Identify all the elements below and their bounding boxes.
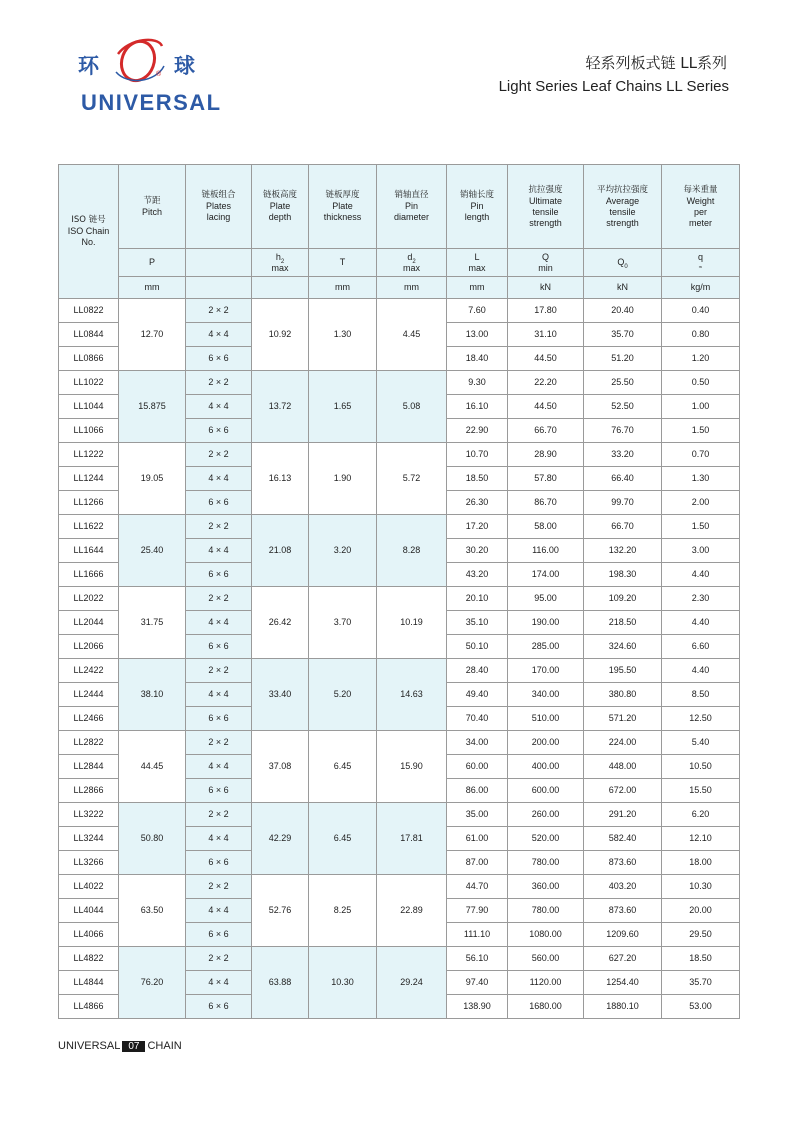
cell-average-strength: 403.20 (584, 875, 662, 899)
cell-lacing: 6 × 6 (186, 491, 252, 515)
cell-plate-thickness: 3.70 (309, 587, 377, 659)
cell-chain-no: LL2066 (59, 635, 119, 659)
cell-lacing: 6 × 6 (186, 923, 252, 947)
cell-pin-diameter: 5.08 (377, 371, 447, 443)
unit-row (59, 277, 740, 299)
cell-chain-no: LL4044 (59, 899, 119, 923)
cell-ultimate-strength: 600.00 (508, 779, 584, 803)
cell-weight: 8.50 (662, 683, 740, 707)
col-plates-lacing: 链板组合 Plates lacing (186, 165, 252, 249)
cell-pitch: 38.10 (119, 659, 186, 731)
unit-average: kN (584, 277, 662, 299)
footer-brand: UNIVERSAL (58, 1040, 121, 1052)
cell-plate-depth: 16.13 (252, 443, 309, 515)
cell-pin-length: 70.40 (447, 707, 508, 731)
table-row (59, 803, 740, 827)
cell-ultimate-strength: 1680.00 (508, 995, 584, 1019)
cell-chain-no: LL1222 (59, 443, 119, 467)
cell-chain-no: LL2822 (59, 731, 119, 755)
cell-weight: 6.60 (662, 635, 740, 659)
cell-chain-no: LL1266 (59, 491, 119, 515)
cell-pin-diameter: 15.90 (377, 731, 447, 803)
cell-ultimate-strength: 174.00 (508, 563, 584, 587)
cell-ultimate-strength: 360.00 (508, 875, 584, 899)
cell-plate-depth: 26.42 (252, 587, 309, 659)
table-row (59, 731, 740, 755)
cell-weight: 4.40 (662, 563, 740, 587)
page-title-cn: 轻系列板式链 LL系列 (585, 54, 727, 72)
cell-chain-no: LL2022 (59, 587, 119, 611)
cell-pin-length: 138.90 (447, 995, 508, 1019)
cell-chain-no: LL4066 (59, 923, 119, 947)
cell-average-strength: 33.20 (584, 443, 662, 467)
cell-chain-no: LL1622 (59, 515, 119, 539)
table-row (59, 443, 740, 467)
leaf-chain-spec-table (58, 164, 740, 1019)
col-iso-chain-no: ISO 链号 ISO Chain No. (59, 165, 119, 299)
symbol-row (59, 249, 740, 277)
logo-brand-text: UNIVERSAL (81, 90, 222, 115)
cell-ultimate-strength: 400.00 (508, 755, 584, 779)
cell-average-strength: 25.50 (584, 371, 662, 395)
sym-pitch: P (119, 249, 186, 277)
cell-pin-length: 16.10 (447, 395, 508, 419)
cell-lacing: 2 × 2 (186, 659, 252, 683)
cell-plate-depth: 52.76 (252, 875, 309, 947)
cell-lacing: 2 × 2 (186, 587, 252, 611)
unit-length: mm (447, 277, 508, 299)
cell-average-strength: 873.60 (584, 851, 662, 875)
cell-plate-depth: 42.29 (252, 803, 309, 875)
cell-plate-depth: 33.40 (252, 659, 309, 731)
cell-ultimate-strength: 66.70 (508, 419, 584, 443)
cell-chain-no: LL2844 (59, 755, 119, 779)
cell-pin-length: 13.00 (447, 323, 508, 347)
cell-chain-no: LL3266 (59, 851, 119, 875)
cell-plate-depth: 21.08 (252, 515, 309, 587)
cell-chain-no: LL4822 (59, 947, 119, 971)
cell-pin-length: 22.90 (447, 419, 508, 443)
cell-lacing: 6 × 6 (186, 707, 252, 731)
cell-lacing: 6 × 6 (186, 995, 252, 1019)
cell-pin-diameter: 22.89 (377, 875, 447, 947)
cell-lacing: 6 × 6 (186, 779, 252, 803)
cell-chain-no: LL3222 (59, 803, 119, 827)
cell-average-strength: 1209.60 (584, 923, 662, 947)
cell-plate-thickness: 10.30 (309, 947, 377, 1019)
cell-plate-depth: 13.72 (252, 371, 309, 443)
cell-pin-length: 28.40 (447, 659, 508, 683)
cell-ultimate-strength: 510.00 (508, 707, 584, 731)
table-row (59, 947, 740, 971)
cell-plate-thickness: 6.45 (309, 731, 377, 803)
cell-pitch: 19.05 (119, 443, 186, 515)
cell-plate-thickness: 5.20 (309, 659, 377, 731)
cell-pin-diameter: 14.63 (377, 659, 447, 731)
cell-plate-thickness: 3.20 (309, 515, 377, 587)
cell-average-strength: 51.20 (584, 347, 662, 371)
cell-chain-no: LL2422 (59, 659, 119, 683)
cell-lacing: 6 × 6 (186, 563, 252, 587)
cell-weight: 0.70 (662, 443, 740, 467)
cell-average-strength: 627.20 (584, 947, 662, 971)
cell-chain-no: LL2466 (59, 707, 119, 731)
cell-weight: 6.20 (662, 803, 740, 827)
brand-logo (78, 30, 222, 115)
cell-weight: 35.70 (662, 971, 740, 995)
table-row (59, 659, 740, 683)
cell-plate-thickness: 1.65 (309, 371, 377, 443)
cell-pitch: 50.80 (119, 803, 186, 875)
col-plate-thickness: 链板厚度 Plate thickness (309, 165, 377, 249)
cell-pitch: 76.20 (119, 947, 186, 1019)
cell-lacing: 2 × 2 (186, 875, 252, 899)
col-ultimate-strength: 抗拉强度 Ultimate tensile strength (508, 165, 584, 249)
cell-lacing: 6 × 6 (186, 851, 252, 875)
table-row (59, 371, 740, 395)
cell-lacing: 4 × 4 (186, 899, 252, 923)
cell-pin-length: 18.40 (447, 347, 508, 371)
cell-weight: 12.50 (662, 707, 740, 731)
cell-ultimate-strength: 28.90 (508, 443, 584, 467)
footer-chain: CHAIN (147, 1040, 182, 1052)
cell-weight: 5.40 (662, 731, 740, 755)
cell-lacing: 6 × 6 (186, 347, 252, 371)
cell-ultimate-strength: 58.00 (508, 515, 584, 539)
unit-depth (252, 277, 309, 299)
cell-weight: 10.30 (662, 875, 740, 899)
cell-lacing: 4 × 4 (186, 395, 252, 419)
cell-pin-length: 18.50 (447, 467, 508, 491)
cell-pin-length: 56.10 (447, 947, 508, 971)
cell-weight: 0.40 (662, 299, 740, 323)
cell-lacing: 2 × 2 (186, 803, 252, 827)
cell-lacing: 6 × 6 (186, 635, 252, 659)
cell-average-strength: 35.70 (584, 323, 662, 347)
cell-weight: 10.50 (662, 755, 740, 779)
cell-chain-no: LL4022 (59, 875, 119, 899)
cell-ultimate-strength: 780.00 (508, 899, 584, 923)
cell-pin-length: 35.10 (447, 611, 508, 635)
cell-plate-thickness: 8.25 (309, 875, 377, 947)
cell-pin-length: 7.60 (447, 299, 508, 323)
cell-weight: 1.50 (662, 515, 740, 539)
unit-thickness: mm (309, 277, 377, 299)
cell-average-strength: 582.40 (584, 827, 662, 851)
cell-average-strength: 20.40 (584, 299, 662, 323)
cell-lacing: 4 × 4 (186, 323, 252, 347)
col-average-strength: 平均抗拉强度 Average tensile strength (584, 165, 662, 249)
unit-lacing (186, 277, 252, 299)
globe-logo-icon (112, 32, 168, 88)
col-pin-length: 销轴长度 Pin length (447, 165, 508, 249)
cell-weight: 53.00 (662, 995, 740, 1019)
cell-chain-no: LL2866 (59, 779, 119, 803)
table-row (59, 587, 740, 611)
cell-average-strength: 224.00 (584, 731, 662, 755)
cell-weight: 20.00 (662, 899, 740, 923)
cell-pin-diameter: 4.45 (377, 299, 447, 371)
cell-pin-length: 50.10 (447, 635, 508, 659)
cell-ultimate-strength: 780.00 (508, 851, 584, 875)
page-title-en: Light Series Leaf Chains LL Series (498, 78, 729, 95)
cell-pin-length: 97.40 (447, 971, 508, 995)
cell-pin-length: 17.20 (447, 515, 508, 539)
cell-chain-no: LL0822 (59, 299, 119, 323)
cell-pin-length: 49.40 (447, 683, 508, 707)
logo-cn-left: 环 (78, 53, 100, 78)
cell-pin-length: 111.10 (447, 923, 508, 947)
cell-pin-length: 34.00 (447, 731, 508, 755)
cell-chain-no: LL0866 (59, 347, 119, 371)
table-row (59, 875, 740, 899)
cell-ultimate-strength: 200.00 (508, 731, 584, 755)
cell-pin-length: 20.10 (447, 587, 508, 611)
cell-average-strength: 66.40 (584, 467, 662, 491)
sym-depth: $h_2$ max (252, 249, 309, 277)
cell-pin-length: 35.00 (447, 803, 508, 827)
col-pin-diameter: 销轴直径 Pin diameter (377, 165, 447, 249)
cell-plate-thickness: 1.30 (309, 299, 377, 371)
cell-ultimate-strength: 95.00 (508, 587, 584, 611)
page-footer (58, 1040, 182, 1052)
cell-ultimate-strength: 22.20 (508, 371, 584, 395)
sym-weight: q ≈ (662, 249, 740, 277)
cell-pin-length: 60.00 (447, 755, 508, 779)
cell-lacing: 2 × 2 (186, 947, 252, 971)
cell-lacing: 4 × 4 (186, 539, 252, 563)
cell-lacing: 4 × 4 (186, 971, 252, 995)
cell-weight: 1.50 (662, 419, 740, 443)
cell-ultimate-strength: 31.10 (508, 323, 584, 347)
sym-diameter: $d_2$ max (377, 249, 447, 277)
cell-ultimate-strength: 116.00 (508, 539, 584, 563)
cell-average-strength: 324.60 (584, 635, 662, 659)
col-plate-depth: 链板高度 Plate depth (252, 165, 309, 249)
unit-weight: kg/m (662, 277, 740, 299)
cell-ultimate-strength: 1120.00 (508, 971, 584, 995)
cell-chain-no: LL0844 (59, 323, 119, 347)
cell-pin-length: 77.90 (447, 899, 508, 923)
cell-weight: 1.30 (662, 467, 740, 491)
cell-pin-length: 10.70 (447, 443, 508, 467)
cell-pitch: 44.45 (119, 731, 186, 803)
cell-chain-no: LL4844 (59, 971, 119, 995)
cell-plate-depth: 63.88 (252, 947, 309, 1019)
cell-average-strength: 218.50 (584, 611, 662, 635)
cell-average-strength: 195.50 (584, 659, 662, 683)
unit-diameter: mm (377, 277, 447, 299)
cell-average-strength: 571.20 (584, 707, 662, 731)
cell-plate-thickness: 6.45 (309, 803, 377, 875)
registered-mark: ® (156, 71, 162, 78)
cell-ultimate-strength: 86.70 (508, 491, 584, 515)
unit-pitch: mm (119, 277, 186, 299)
cell-chain-no: LL3244 (59, 827, 119, 851)
cell-average-strength: 66.70 (584, 515, 662, 539)
cell-average-strength: 672.00 (584, 779, 662, 803)
cell-average-strength: 873.60 (584, 899, 662, 923)
cell-pin-diameter: 5.72 (377, 443, 447, 515)
cell-ultimate-strength: 520.00 (508, 827, 584, 851)
cell-pin-diameter: 29.24 (377, 947, 447, 1019)
sym-ultimate: Q min (508, 249, 584, 277)
cell-lacing: 2 × 2 (186, 443, 252, 467)
cell-ultimate-strength: 260.00 (508, 803, 584, 827)
cell-ultimate-strength: 190.00 (508, 611, 584, 635)
cell-ultimate-strength: 44.50 (508, 395, 584, 419)
cell-average-strength: 448.00 (584, 755, 662, 779)
cell-chain-no: LL2444 (59, 683, 119, 707)
cell-plate-depth: 37.08 (252, 731, 309, 803)
col-weight-per-meter: 每米重量 Weight per meter (662, 165, 740, 249)
cell-lacing: 4 × 4 (186, 755, 252, 779)
page-number: 07 (122, 1041, 145, 1052)
cell-average-strength: 99.70 (584, 491, 662, 515)
cell-lacing: 4 × 4 (186, 611, 252, 635)
cell-chain-no: LL1666 (59, 563, 119, 587)
cell-lacing: 2 × 2 (186, 515, 252, 539)
cell-weight: 18.50 (662, 947, 740, 971)
cell-lacing: 4 × 4 (186, 683, 252, 707)
cell-ultimate-strength: 170.00 (508, 659, 584, 683)
cell-pin-length: 61.00 (447, 827, 508, 851)
cell-lacing: 4 × 4 (186, 827, 252, 851)
cell-average-strength: 1880.10 (584, 995, 662, 1019)
cell-average-strength: 1254.40 (584, 971, 662, 995)
cell-ultimate-strength: 560.00 (508, 947, 584, 971)
table-body (59, 299, 740, 1019)
cell-ultimate-strength: 285.00 (508, 635, 584, 659)
cell-pin-length: 30.20 (447, 539, 508, 563)
cell-pin-length: 9.30 (447, 371, 508, 395)
cell-ultimate-strength: 17.80 (508, 299, 584, 323)
cell-plate-thickness: 1.90 (309, 443, 377, 515)
cell-weight: 0.50 (662, 371, 740, 395)
cell-chain-no: LL1244 (59, 467, 119, 491)
cell-pin-length: 43.20 (447, 563, 508, 587)
cell-lacing: 4 × 4 (186, 467, 252, 491)
sym-length: L max (447, 249, 508, 277)
col-pitch: 节距 Pitch (119, 165, 186, 249)
cell-lacing: 2 × 2 (186, 731, 252, 755)
cell-pitch: 12.70 (119, 299, 186, 371)
cell-ultimate-strength: 340.00 (508, 683, 584, 707)
cell-pitch: 31.75 (119, 587, 186, 659)
cell-pitch: 15.875 (119, 371, 186, 443)
cell-pitch: 63.50 (119, 875, 186, 947)
table-row (59, 515, 740, 539)
cell-average-strength: 198.30 (584, 563, 662, 587)
cell-weight: 2.30 (662, 587, 740, 611)
cell-pin-diameter: 8.28 (377, 515, 447, 587)
cell-chain-no: LL1644 (59, 539, 119, 563)
cell-plate-depth: 10.92 (252, 299, 309, 371)
cell-weight: 2.00 (662, 491, 740, 515)
cell-weight: 1.00 (662, 395, 740, 419)
cell-pin-length: 44.70 (447, 875, 508, 899)
cell-chain-no: LL1022 (59, 371, 119, 395)
cell-pin-length: 26.30 (447, 491, 508, 515)
unit-ultimate: kN (508, 277, 584, 299)
cell-ultimate-strength: 44.50 (508, 347, 584, 371)
cell-lacing: 2 × 2 (186, 371, 252, 395)
cell-chain-no: LL4866 (59, 995, 119, 1019)
cell-pitch: 25.40 (119, 515, 186, 587)
table-row (59, 299, 740, 323)
cell-chain-no: LL1044 (59, 395, 119, 419)
cell-lacing: 2 × 2 (186, 299, 252, 323)
cell-weight: 0.80 (662, 323, 740, 347)
cell-average-strength: 132.20 (584, 539, 662, 563)
cell-pin-diameter: 10.19 (377, 587, 447, 659)
cell-weight: 4.40 (662, 611, 740, 635)
sym-thickness: T (309, 249, 377, 277)
cell-weight: 4.40 (662, 659, 740, 683)
cell-weight: 1.20 (662, 347, 740, 371)
cell-weight: 29.50 (662, 923, 740, 947)
cell-weight: 15.50 (662, 779, 740, 803)
cell-ultimate-strength: 1080.00 (508, 923, 584, 947)
cell-pin-length: 87.00 (447, 851, 508, 875)
cell-pin-length: 86.00 (447, 779, 508, 803)
cell-lacing: 6 × 6 (186, 419, 252, 443)
cell-ultimate-strength: 57.80 (508, 467, 584, 491)
cell-average-strength: 109.20 (584, 587, 662, 611)
cell-pin-diameter: 17.81 (377, 803, 447, 875)
sym-average: $Q_0$ (584, 249, 662, 277)
cell-weight: 12.10 (662, 827, 740, 851)
logo-cn-right: 球 (174, 53, 196, 78)
cell-chain-no: LL2044 (59, 611, 119, 635)
sym-lacing (186, 249, 252, 277)
cell-average-strength: 291.20 (584, 803, 662, 827)
cell-chain-no: LL1066 (59, 419, 119, 443)
cell-average-strength: 380.80 (584, 683, 662, 707)
cell-weight: 3.00 (662, 539, 740, 563)
table-header (59, 165, 740, 299)
cell-average-strength: 76.70 (584, 419, 662, 443)
cell-weight: 18.00 (662, 851, 740, 875)
cell-average-strength: 52.50 (584, 395, 662, 419)
